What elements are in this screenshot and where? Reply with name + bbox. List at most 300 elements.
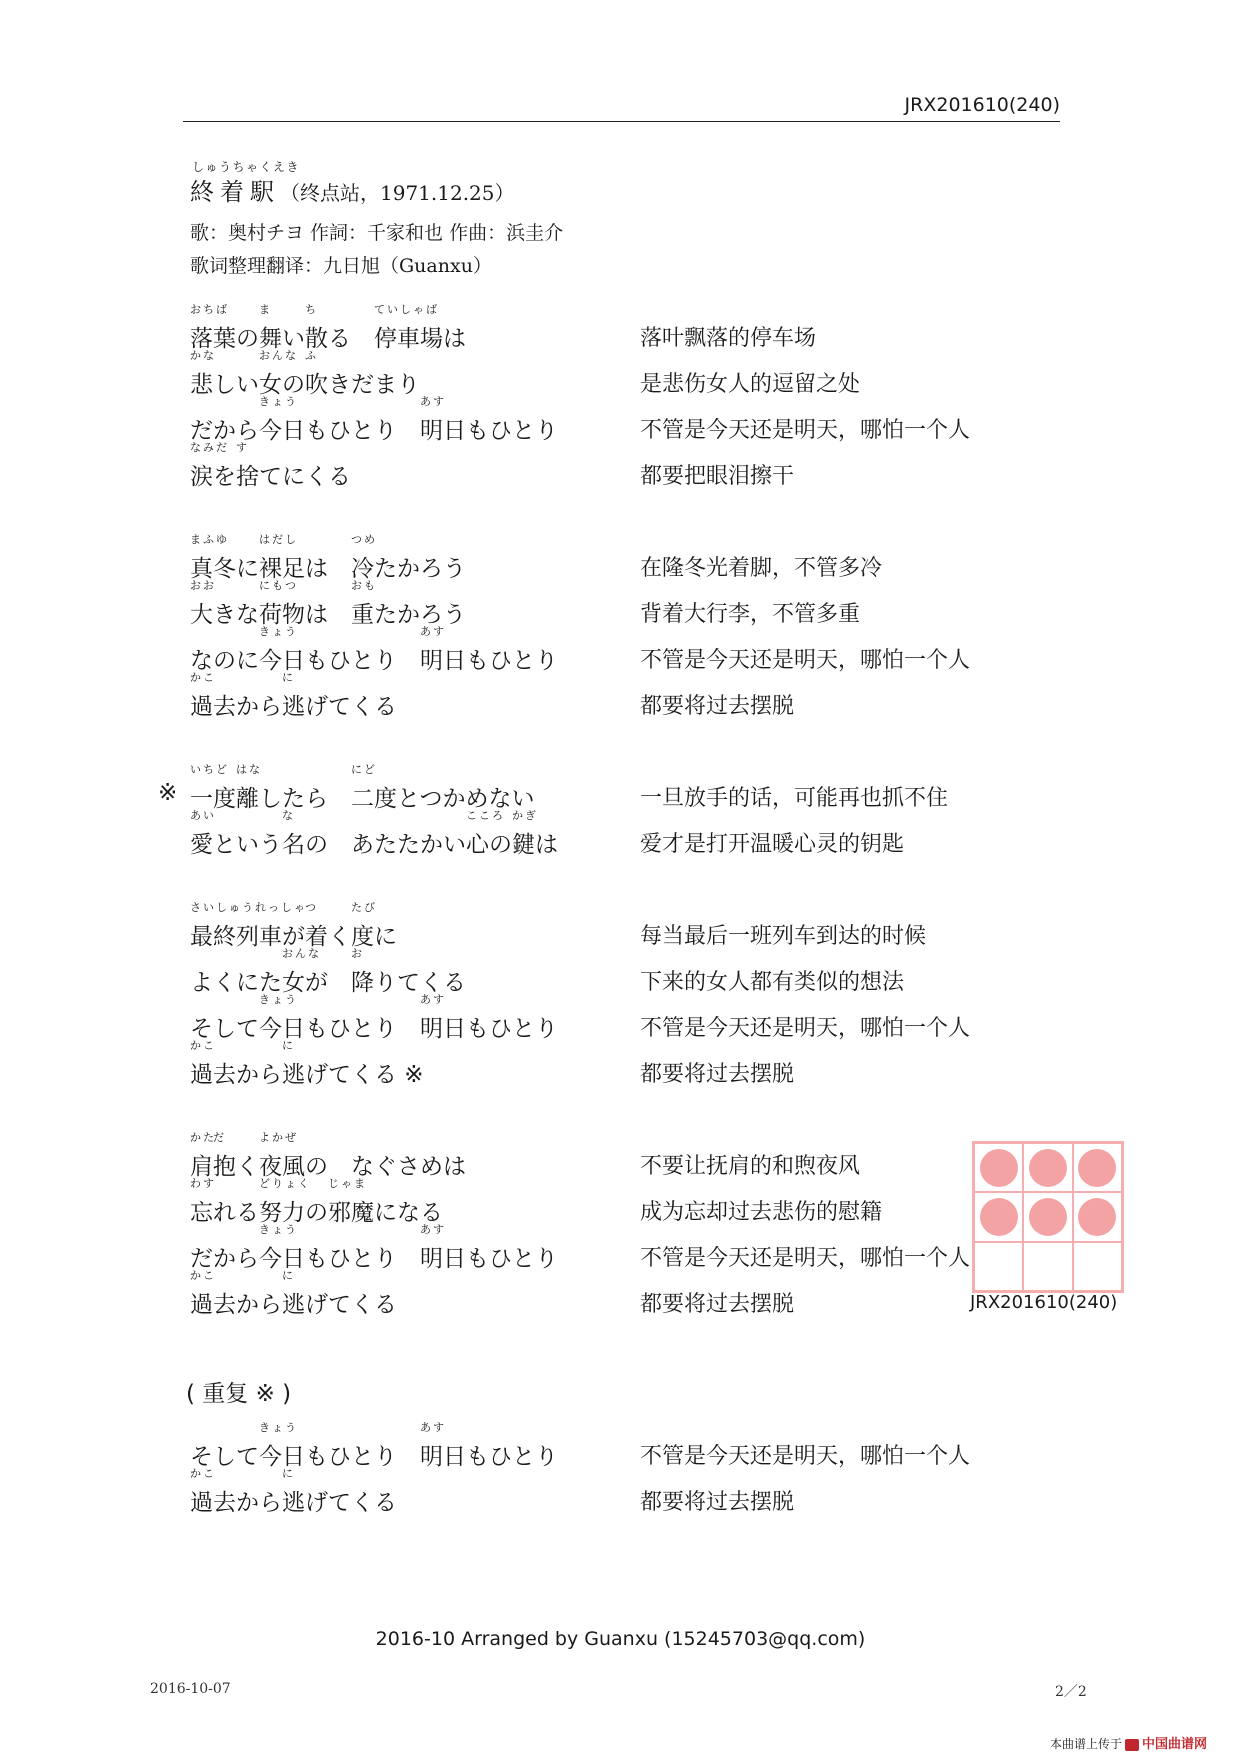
lyric-segment [213, 366, 259, 399]
lyric-segment [328, 918, 351, 951]
lyric-segment [328, 1177, 374, 1227]
lyric-text: から [236, 1062, 282, 1088]
lyric-segment [282, 809, 305, 859]
lyric-segment [236, 1286, 282, 1319]
lyric-text: は [305, 602, 351, 628]
lyric-segment [236, 1148, 259, 1181]
lyric-segment [305, 550, 351, 583]
lyric-text: 逃 [282, 694, 305, 720]
ruby-reading: たび [351, 901, 377, 914]
site-prefix: 本曲谱上传于 [1050, 1737, 1123, 1751]
ruby-reading: なみだ [190, 441, 229, 454]
song-subtitle: （终点站，1971.12.25） [280, 181, 515, 205]
translation-line: 是悲伤女人的逗留之处 [640, 372, 861, 397]
lyric-text: から [236, 1292, 282, 1318]
lyric-text: 冷 [351, 556, 374, 582]
lyric-segment [328, 320, 374, 353]
lyric-text: げてくる ※ [305, 1062, 424, 1088]
seal-cell [1073, 1192, 1122, 1241]
lyric-text: 過去 [190, 694, 236, 720]
translation-line: 爱才是打开温暖心灵的钥匙 [640, 832, 905, 857]
lyric-segment [305, 349, 328, 399]
lyric-segment [305, 1010, 420, 1043]
lyric-line [190, 1177, 443, 1227]
ruby-reading: おお [190, 579, 216, 592]
lyric-segment [259, 458, 351, 491]
lyric-segment [305, 688, 397, 721]
lyric-text: 落葉 [190, 326, 236, 352]
lyric-segment [305, 412, 420, 445]
ruby-reading: きょう [259, 625, 298, 638]
lyric-text: の [236, 326, 259, 352]
lyric-text: きな [213, 602, 259, 628]
lyric-segment [466, 642, 558, 675]
lyric-text: もひとり [466, 648, 558, 674]
ruby-reading: ていしゃば [374, 303, 439, 316]
lyric-segment [328, 366, 420, 399]
ruby-reading: かぎ [512, 809, 538, 822]
lyric-segment [236, 441, 259, 491]
ruby-reading: じゃま [328, 1177, 367, 1190]
translation-line: 不管是今天还是明天，哪怕一个人 [640, 1016, 971, 1041]
seal-cell [1023, 1192, 1072, 1241]
lyric-text: 今日 [259, 1016, 305, 1042]
ruby-reading: かな [190, 349, 216, 362]
lyric-text: の [489, 832, 512, 858]
lyric-line [190, 303, 466, 353]
ruby-reading: あす [420, 1421, 446, 1434]
lyric-text: たかろう [374, 602, 466, 628]
lyric-text: は [305, 556, 351, 582]
lyric-segment [236, 550, 259, 583]
ruby-reading: おも [351, 579, 377, 592]
ruby-reading: つ [305, 901, 318, 914]
lyric-segment [420, 625, 466, 675]
lyric-text: 女 [282, 970, 305, 996]
lyric-text: 逃 [282, 1062, 305, 1088]
lyric-text: 女 [259, 372, 282, 398]
ruby-reading: に [282, 1467, 295, 1480]
lyric-line [190, 349, 420, 399]
translation-line: 背着大行李，不管多重 [640, 602, 861, 627]
lyric-segment [190, 901, 307, 951]
seal-cell [1023, 1242, 1072, 1291]
lyric-text: りてくる [374, 970, 466, 996]
song-title: 終着駅 [190, 178, 280, 206]
ruby-reading: あい [190, 809, 216, 822]
translation-line: 不管是今天还是明天，哪怕一个人 [640, 418, 971, 443]
seal-dot [1029, 1198, 1067, 1236]
translation-line: 不管是今天还是明天，哪怕一个人 [640, 1444, 971, 1469]
lyric-text: 今日 [259, 1246, 305, 1272]
lyric-text: もひとり [305, 1016, 420, 1042]
lyric-segment [443, 320, 466, 353]
ruby-reading: まふゆ [190, 533, 229, 546]
lyric-text: 停車場 [374, 326, 443, 352]
lyric-text: とつかめない [397, 786, 535, 812]
arranged-by: 2016-10 Arranged by Guanxu (15245703@qq.com) [375, 1628, 866, 1650]
lyric-segment [466, 412, 558, 445]
lyric-line [190, 809, 558, 859]
translation-line: 不要让抚肩的和煦夜风 [640, 1154, 861, 1179]
ruby-reading: どりょく [259, 1177, 311, 1190]
lyric-line [190, 1039, 424, 1089]
lyric-text: に [236, 556, 259, 582]
lyric-text: は [535, 832, 558, 858]
translation-line: 都要将过去摆脱 [640, 1292, 795, 1317]
ruby-reading: にど [351, 763, 377, 776]
translation-line: 下来的女人都有类似的想法 [640, 970, 905, 995]
lyric-segment [190, 349, 216, 399]
lyric-text: く [328, 924, 351, 950]
ruby-reading: つめ [351, 533, 377, 546]
lyric-text: 過去 [190, 1292, 236, 1318]
ruby-reading: だ [213, 1131, 226, 1144]
lyric-text: 肩 [190, 1154, 213, 1180]
lyric-segment [420, 1223, 466, 1273]
site-name: 中国曲谱网 [1142, 1737, 1208, 1752]
lyric-line [190, 533, 466, 583]
lyric-text: 降 [351, 970, 374, 996]
lyric-segment [420, 993, 466, 1043]
lyric-text: げてくる [305, 1490, 397, 1516]
lyric-segment [282, 1039, 305, 1089]
seal-cell [1073, 1242, 1122, 1291]
lyric-line [190, 1467, 397, 1517]
ruby-reading: さいしゅうれっしゃ [190, 901, 307, 914]
lyric-segment [420, 1421, 466, 1471]
lyric-text: しい [213, 372, 259, 398]
ruby-reading: きょう [259, 395, 298, 408]
lyric-text: 明日 [420, 1444, 466, 1470]
lyric-text: 重 [351, 602, 374, 628]
lyric-text: 裸足 [259, 556, 305, 582]
lyric-text: もひとり [305, 1444, 420, 1470]
seal-stamp [972, 1141, 1124, 1293]
ruby-reading: いちど [190, 763, 229, 776]
document-code: JRX201610(240) [904, 94, 1060, 116]
lyric-segment [190, 809, 216, 859]
lyric-text: もひとり [305, 1246, 420, 1272]
lyric-text: だから [190, 1246, 259, 1272]
site-credit [1050, 1733, 1207, 1752]
ruby-reading: お [351, 947, 364, 960]
lyric-text: 過去 [190, 1062, 236, 1088]
ruby-reading: ま [259, 303, 272, 316]
translation-line: 都要将过去摆脱 [640, 1062, 795, 1087]
translation-line: 成为忘却过去悲伤的慰籍 [640, 1200, 883, 1225]
ruby-reading: ふ [305, 349, 318, 362]
lyric-text: げてくる [305, 1292, 397, 1318]
translation-line: 都要将过去摆脱 [640, 694, 795, 719]
ruby-reading: に [282, 1039, 295, 1052]
lyric-segment [213, 1131, 236, 1181]
lyric-text: 抱 [213, 1154, 236, 1180]
lyric-segment [259, 395, 305, 445]
lyric-text: きだまり [328, 372, 420, 398]
lyric-segment [351, 763, 397, 813]
lyric-segment [466, 1240, 558, 1273]
seal-glyph: 九 [990, 1267, 1008, 1288]
seal-cell [974, 1192, 1023, 1241]
lyric-segment [236, 1484, 282, 1517]
lyric-text: たかろう [374, 556, 466, 582]
lyric-text: もひとり [466, 1016, 558, 1042]
song-title-line [190, 172, 515, 207]
translation-line: 在隆冬光着脚，不管多冷 [640, 556, 883, 581]
translation-line: 都要把眼泪擦干 [640, 464, 795, 489]
lyric-text: 最終列車 [190, 924, 282, 950]
lyric-text: 大 [190, 602, 213, 628]
lyric-segment [190, 1177, 216, 1227]
lyric-text: もひとり [305, 648, 420, 674]
lyric-segment [351, 579, 377, 629]
lyric-segment [305, 1240, 420, 1273]
translation-line: 都要将过去摆脱 [640, 1490, 795, 1515]
lyric-segment [236, 688, 282, 721]
lyric-text: 荷物 [259, 602, 305, 628]
lyric-segment [305, 642, 420, 675]
lyric-line [190, 1269, 397, 1319]
refrain-marker: ※ [158, 780, 178, 806]
translation-line: 一旦放手的话，可能再也抓不住 [640, 786, 949, 811]
lyric-text: 過去 [190, 1490, 236, 1516]
header-divider [183, 121, 1060, 122]
seal-dot [1078, 1198, 1116, 1236]
lyric-segment [305, 596, 351, 629]
lyric-segment [282, 671, 305, 721]
lyric-segment [466, 1438, 558, 1471]
ruby-reading: おんな [259, 349, 298, 362]
lyric-segment [259, 780, 351, 813]
lyric-segment [190, 441, 229, 491]
lyric-text: 愛 [190, 832, 213, 858]
site-logo-icon [1125, 1739, 1139, 1751]
seal-cell [1023, 1143, 1072, 1192]
lyric-text: 鍵 [512, 832, 535, 858]
lyric-text: く [236, 1154, 259, 1180]
ruby-reading: かこ [190, 1039, 216, 1052]
lyric-text: もひとり [305, 418, 420, 444]
lyric-segment [236, 320, 259, 353]
lyric-text: 明日 [420, 1246, 466, 1272]
ruby-reading: に [282, 671, 295, 684]
lyric-segment [305, 1484, 397, 1517]
lyric-segment [305, 1194, 328, 1227]
lyric-text: 吹 [305, 372, 328, 398]
ruby-reading: はな [236, 763, 262, 776]
lyric-segment [305, 826, 466, 859]
ruby-reading: あす [420, 625, 446, 638]
lyric-segment [420, 395, 466, 445]
lyric-text: の なぐさめは [305, 1154, 466, 1180]
lyric-segment [236, 1056, 282, 1089]
lyric-text: 忘 [190, 1200, 213, 1226]
seal-cell [974, 1143, 1023, 1192]
ruby-reading: おちば [190, 303, 229, 316]
lyric-segment [489, 826, 512, 859]
lyric-text: 舞 [259, 326, 282, 352]
lyric-text: 心 [466, 832, 489, 858]
lyric-text: が [305, 970, 351, 996]
lyric-line [190, 441, 351, 491]
translator-credit: 歌词整理翻译：九日旭（Guanxu） [190, 255, 492, 277]
lyric-text: 逃 [282, 1490, 305, 1516]
lyric-text: 今日 [259, 1444, 305, 1470]
title-ruby: しゅうちゃくえき [192, 160, 301, 174]
translation-line: 每当最后一班列车到达的时候 [640, 924, 927, 949]
lyric-text: 悲 [190, 372, 213, 398]
lyric-text: 散 [305, 326, 328, 352]
ruby-reading: に [282, 1269, 295, 1282]
lyric-segment [351, 947, 374, 997]
lyric-text: したら [259, 786, 351, 812]
lyric-segment [305, 964, 351, 997]
lyric-segment [305, 1056, 424, 1089]
ruby-reading: ち [305, 303, 318, 316]
seal-dot [1029, 1149, 1067, 1187]
lyric-text: に [374, 924, 397, 950]
ruby-reading: かこ [190, 671, 216, 684]
seal-cell [974, 1242, 1023, 1291]
lyric-text: 二度 [351, 786, 397, 812]
lyric-text: 今日 [259, 648, 305, 674]
seal-dot [1078, 1149, 1116, 1187]
lyric-text: 邪魔 [328, 1200, 374, 1226]
ruby-reading: な [282, 809, 295, 822]
lyric-text: 明日 [420, 1016, 466, 1042]
seal-glyph: 日 [1039, 1267, 1057, 1288]
lyric-segment [213, 458, 236, 491]
ruby-reading: かこ [190, 1467, 216, 1480]
lyric-text: 明日 [420, 648, 466, 674]
ruby-reading: はだし [259, 533, 298, 546]
lyric-text: は [443, 326, 466, 352]
lyric-text: 夜風 [259, 1154, 305, 1180]
seal-dot [980, 1198, 1018, 1236]
lyric-text: よくにた [190, 970, 282, 996]
ruby-reading: きょう [259, 993, 298, 1006]
lyric-text: れる [213, 1200, 259, 1226]
lyric-segment [535, 826, 558, 859]
lyric-segment [190, 1269, 236, 1319]
lyric-text: る [328, 326, 374, 352]
lyric-text: 真冬 [190, 556, 236, 582]
lyric-text: そして [190, 1016, 259, 1042]
lyric-segment [305, 1438, 420, 1471]
page-number: 2／2 [1055, 1684, 1087, 1700]
ruby-reading: あす [420, 1223, 446, 1236]
lyric-text: そして [190, 1444, 259, 1470]
lyric-segment [282, 1467, 305, 1517]
lyric-text: 明日 [420, 418, 466, 444]
lyric-segment [213, 1194, 259, 1227]
lyric-text: から [236, 694, 282, 720]
seal-cell [1073, 1143, 1122, 1192]
ruby-reading: あす [420, 993, 446, 1006]
lyric-line [190, 671, 397, 721]
song-credits: 歌：奥村チヨ 作詞：千家和也 作曲：浜圭介 [190, 222, 564, 244]
lyric-segment [190, 579, 216, 629]
lyric-segment [190, 1467, 236, 1517]
seal-glyph: 旭 [1088, 1267, 1106, 1288]
lyric-segment [374, 918, 397, 951]
lyric-text: だから [190, 418, 259, 444]
lyric-text: が [282, 924, 305, 950]
lyric-text: という [213, 832, 282, 858]
ruby-reading: きょう [259, 1421, 298, 1434]
ruby-reading: かた [190, 1131, 216, 1144]
lyric-segment [305, 1286, 397, 1319]
lyric-text: 涙 [190, 464, 213, 490]
ruby-reading: かこ [190, 1269, 216, 1282]
lyric-line [190, 1223, 558, 1273]
lyric-segment [190, 1039, 236, 1089]
lyric-text: 努力 [259, 1200, 305, 1226]
lyric-text: 離 [236, 786, 259, 812]
lyric-text: もひとり [466, 1246, 558, 1272]
lyric-text: を [213, 464, 236, 490]
lyric-text: もひとり [466, 1444, 558, 1470]
lyric-segment [213, 826, 282, 859]
lyric-text: 度 [351, 924, 374, 950]
translation-line: 不管是今天还是明天，哪怕一个人 [640, 648, 971, 673]
ruby-reading: す [236, 441, 249, 454]
ruby-reading: おんな [282, 947, 321, 960]
lyric-segment [466, 809, 505, 859]
lyric-line [190, 1421, 558, 1471]
lyric-line [190, 625, 558, 675]
print-date: 2016-10-07 [150, 1681, 231, 1697]
lyric-text: 着 [305, 924, 328, 950]
lyric-segment [466, 1010, 558, 1043]
lyric-text: てにくる [259, 464, 351, 490]
ruby-reading: わす [190, 1177, 216, 1190]
lyric-segment [374, 303, 443, 353]
lyric-text: の あたたかい [305, 832, 466, 858]
lyric-text: い [282, 326, 305, 352]
lyric-text: 今日 [259, 418, 305, 444]
lyric-text: 逃 [282, 1292, 305, 1318]
lyric-text: 一度 [190, 786, 236, 812]
lyric-segment [282, 1269, 305, 1319]
lyric-text: もひとり [466, 418, 558, 444]
lyric-text: の [282, 372, 305, 398]
lyric-text: 捨 [236, 464, 259, 490]
seal-code: JRX201610(240) [970, 1292, 1118, 1313]
lyric-text: の [305, 1200, 328, 1226]
translation-line: 不管是今天还是明天，哪怕一个人 [640, 1246, 971, 1271]
lyric-segment [190, 671, 236, 721]
lyric-text: 名 [282, 832, 305, 858]
ruby-reading: こころ [466, 809, 505, 822]
lyric-segment [512, 809, 538, 859]
lyric-segment [236, 763, 262, 813]
seal-dot [980, 1149, 1018, 1187]
ruby-reading: きょう [259, 1223, 298, 1236]
ruby-reading: あす [420, 395, 446, 408]
lyric-text: げてくる [305, 694, 397, 720]
lyric-segment [374, 550, 466, 583]
ruby-reading: よかぜ [259, 1131, 298, 1144]
repeat-marker: ( 重复 ※ ) [186, 1381, 292, 1407]
translation-line: 落叶飘落的停车场 [640, 326, 817, 351]
lyric-text: から [236, 1490, 282, 1516]
lyric-text: なのに [190, 648, 259, 674]
lyric-text: になる [374, 1200, 443, 1226]
ruby-reading: にもつ [259, 579, 298, 592]
lyric-line [190, 993, 558, 1043]
